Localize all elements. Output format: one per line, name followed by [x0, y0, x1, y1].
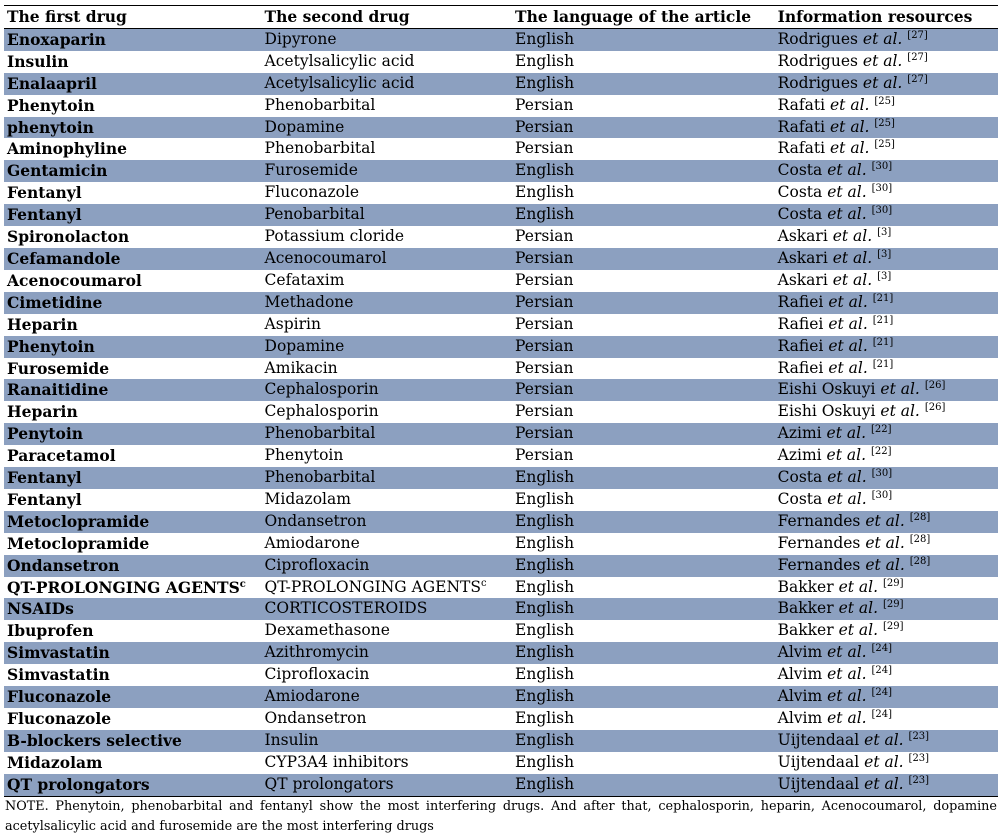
citation-ref: [30] [871, 205, 893, 217]
cell-resource [775, 511, 998, 533]
et-al: et al. [830, 95, 870, 114]
cell-resource [775, 379, 998, 401]
author-name: Fernandes [777, 533, 861, 552]
cell-first-drug: Simvastatin [7, 665, 110, 685]
author-name: Rafati [777, 139, 826, 158]
cell-second-drug: Aspirin [264, 314, 321, 333]
author-name: Eishi Oskuyi [777, 402, 876, 421]
cell-second-drug: CYP3A4 inhibitors [264, 752, 409, 771]
cell-resource [775, 314, 998, 336]
citation-ref: [24] [871, 687, 893, 699]
cell-language: Persian [515, 314, 574, 333]
cell-second-drug: Dipyrone [264, 29, 337, 48]
cell-language: English [515, 29, 575, 48]
cell-language: English [515, 665, 575, 684]
cell-first-drug: Fluconazole [7, 709, 112, 728]
cell-first-drug: Metoclopramide [7, 533, 150, 553]
table-row [4, 620, 998, 642]
cell-first-drug: Fentanyl [7, 468, 82, 488]
citation-ref: [28] [909, 555, 931, 567]
cell-language: English [515, 774, 575, 793]
author-name: Alvim [777, 665, 823, 684]
cell-second-drug: Amikacin [264, 358, 338, 377]
cell-resource [775, 445, 998, 467]
cell-second-drug: Furosemide [264, 161, 358, 180]
cell-first-drug: B-blockers selective [7, 730, 182, 750]
cell-language: English [515, 51, 575, 70]
cell-first-drug: Simvastatin [7, 643, 110, 663]
et-al: et al. [832, 227, 873, 246]
et-al: et al. [865, 511, 905, 530]
cell-language: English [515, 468, 575, 487]
table-row [4, 248, 998, 270]
cell-language: English [515, 643, 575, 662]
cell-resource [775, 642, 998, 664]
cell-language: English [515, 621, 575, 640]
table-row [4, 467, 998, 489]
et-al: et al. [827, 687, 867, 706]
citation-ref: [25] [874, 117, 895, 129]
col-header-resources: Information resources [777, 7, 973, 26]
table-row [4, 686, 998, 708]
cell-first-drug: Paracetamol [7, 446, 116, 466]
cell-second-drug: Potassium cloride [264, 227, 405, 246]
author-name: Askari [777, 248, 828, 267]
table-row [4, 204, 998, 226]
author-name: Bakker [777, 621, 834, 640]
citation-ref: [22] [870, 446, 892, 458]
cell-language: English [515, 730, 575, 749]
et-al: et al. [826, 446, 867, 465]
citation-ref: [26] [924, 402, 946, 414]
table-row [4, 752, 998, 774]
citation-ref: [24] [871, 665, 893, 677]
et-al: et al. [830, 139, 870, 158]
table-row [4, 489, 998, 511]
author-name: Uijtendaal [777, 752, 860, 771]
et-al: et al. [828, 358, 868, 377]
cell-resource [775, 598, 998, 620]
cell-resource [775, 401, 998, 423]
author-name: Azimi [777, 446, 822, 465]
author-name: Fernandes [777, 511, 861, 530]
et-al: et al. [832, 270, 873, 289]
cell-first-drug: Metoclopramide [7, 511, 150, 531]
citation-ref: [3] [877, 227, 892, 239]
cell-first-drug: Fentanyl [7, 489, 82, 509]
cell-language: English [515, 555, 575, 574]
citation-ref: [30] [871, 468, 893, 480]
cell-language: English [515, 183, 575, 202]
drug-interaction-table [4, 5, 998, 797]
cell-first-drug: Ibuprofen [7, 621, 94, 641]
table-row [4, 336, 998, 358]
footnote-marker: c [239, 578, 246, 590]
cell-resource [775, 204, 998, 226]
cell-resource [775, 686, 998, 708]
cell-second-drug: Cephalosporin [264, 380, 379, 399]
cell-resource [775, 774, 998, 796]
et-al: et al. [827, 665, 867, 684]
citation-ref: [30] [871, 183, 893, 195]
cell-resource [775, 467, 998, 489]
author-name: Costa [777, 183, 823, 202]
table-row [4, 708, 998, 730]
table-row [4, 138, 998, 160]
table-row [4, 73, 998, 95]
et-al: et al. [862, 29, 903, 48]
citation-ref: [29] [882, 577, 904, 589]
author-name: Uijtendaal [777, 774, 860, 793]
citation-ref: [23] [908, 730, 930, 742]
table-row [4, 598, 998, 620]
cell-language: English [515, 599, 575, 618]
et-al: et al. [827, 183, 867, 202]
cell-language: Persian [515, 380, 574, 399]
author-name: Eishi Oskuyi [777, 380, 876, 399]
citation-ref: [28] [909, 511, 931, 523]
cell-second-drug: Ciprofloxacin [264, 555, 370, 574]
cell-second-drug: Penobarbital [264, 205, 365, 224]
et-al: et al. [862, 51, 903, 70]
table-row [4, 117, 998, 139]
cell-second-drug: Ondansetron [264, 511, 367, 530]
et-al: et al. [827, 489, 867, 508]
cell-resource [775, 708, 998, 730]
cell-second-drug: QT prolongators [264, 774, 394, 793]
cell-resource [775, 95, 998, 117]
cell-first-drug: Phenytoin [7, 95, 95, 115]
cell-second-drug: Phenobarbital [264, 139, 376, 158]
citation-ref: [28] [909, 533, 931, 545]
citation-ref: [21] [872, 292, 894, 304]
cell-first-drug: Heparin [7, 314, 78, 334]
cell-language: English [515, 752, 575, 771]
table-row [4, 774, 998, 796]
table-row [4, 555, 998, 577]
table-row [4, 182, 998, 204]
citation-ref: [27] [907, 73, 928, 85]
citation-ref: [21] [872, 336, 894, 348]
cell-first-drug: Ondansetron [7, 555, 120, 575]
author-name: Costa [777, 468, 823, 487]
et-al: et al. [827, 643, 867, 662]
cell-language: English [515, 161, 575, 180]
cell-first-drug: Gentamicin [7, 161, 108, 181]
cell-language: Persian [515, 424, 574, 443]
cell-resource [775, 226, 998, 248]
cell-first-drug: Fluconazole [7, 687, 112, 707]
cell-language: English [515, 709, 575, 727]
cell-resource [775, 752, 998, 774]
cell-resource [775, 620, 998, 642]
table-header-row [4, 6, 998, 29]
cell-language: Persian [515, 292, 574, 311]
et-al: et al. [826, 424, 867, 443]
cell-second-drug: Insulin [264, 730, 319, 749]
cell-second-drug: Dopamine [264, 336, 345, 355]
cell-resource [775, 730, 998, 752]
cell-second-drug: Phenobarbital [264, 468, 376, 487]
cell-language: English [515, 73, 575, 92]
cell-first-drug: Aminophyline [7, 139, 127, 159]
col-header-language: The language of the article [515, 7, 752, 26]
author-name: Rodrigues [777, 51, 858, 70]
table-row [4, 51, 998, 73]
cell-language: English [515, 205, 575, 224]
citation-ref: [23] [908, 774, 930, 786]
cell-first-drug: Cefamandole [7, 248, 121, 268]
cell-resource [775, 533, 998, 555]
cell-resource [775, 182, 998, 204]
cell-second-drug: Amiodarone [264, 533, 360, 552]
cell-second-drug: Phenobarbital [264, 424, 376, 443]
et-al: et al. [838, 621, 879, 640]
author-name: Rodrigues [777, 73, 858, 92]
citation-ref: [24] [871, 709, 893, 720]
cell-second-drug: Acenocoumarol [264, 248, 387, 267]
author-name: Rafiei [777, 292, 824, 311]
table-row [4, 730, 998, 752]
cell-language: Persian [515, 248, 574, 267]
citation-ref: [29] [882, 621, 904, 633]
cell-language: Persian [515, 270, 574, 289]
table-row [4, 270, 998, 292]
table-body [4, 28, 998, 796]
cell-second-drug: Acetylsalicylic acid [264, 51, 415, 70]
author-name: Askari [777, 270, 828, 289]
cell-second-drug: Cefataxim [264, 270, 345, 289]
cell-resource [775, 51, 998, 73]
citation-ref: [22] [870, 424, 892, 436]
table-row [4, 95, 998, 117]
cell-first-drug: Fentanyl [7, 205, 82, 225]
author-name: Costa [777, 489, 823, 508]
cell-first-drug: phenytoin [7, 117, 94, 137]
citation-ref: [27] [907, 29, 928, 41]
cell-first-drug: Heparin [7, 402, 78, 422]
cell-first-drug: Furosemide [7, 358, 110, 378]
et-al: et al. [828, 314, 868, 333]
cell-language: English [515, 489, 575, 508]
cell-language: English [515, 511, 575, 530]
et-al: et al. [828, 292, 868, 311]
footnote-marker: c [481, 577, 487, 589]
cell-second-drug: Fluconazole [264, 183, 360, 202]
table-row [4, 664, 998, 686]
et-al: et al. [838, 599, 879, 618]
author-name: Rafati [777, 117, 826, 136]
et-al: et al. [827, 205, 867, 224]
cell-resource [775, 664, 998, 686]
author-name: Uijtendaal [777, 730, 860, 749]
et-al: et al. [864, 730, 904, 749]
cell-language: Persian [515, 446, 574, 465]
cell-resource [775, 73, 998, 95]
cell-first-drug: Enalaapril [7, 73, 97, 93]
author-name: Rafiei [777, 314, 824, 333]
et-al: et al. [828, 336, 868, 355]
author-name: Alvim [777, 687, 823, 706]
citation-ref: [29] [882, 599, 904, 611]
table-row [4, 423, 998, 445]
author-name: Alvim [777, 709, 823, 727]
citation-ref: [26] [924, 380, 946, 392]
cell-first-drug: Enoxaparin [7, 29, 106, 49]
citation-ref: [3] [877, 248, 892, 260]
et-al: et al. [838, 577, 879, 596]
et-al: et al. [827, 161, 867, 180]
cell-language: Persian [515, 358, 574, 377]
cell-second-drug: QT-PROLONGING AGENTS$^c$ [264, 577, 487, 596]
citation-ref: [24] [871, 643, 893, 655]
citation-ref: [30] [871, 489, 893, 501]
et-al: et al. [865, 533, 905, 552]
cell-resource [775, 292, 998, 314]
cell-resource [775, 28, 998, 50]
citation-ref: [3] [877, 270, 892, 282]
table-note: NOTE. Phenytoin, phenobarbital and fentanyl show the most interfering drugs. And after that, cephalosporin, heparin, Acenocoumarol, dopamine acetylsalicylic acid and furosemide are the most interfering drugs [5, 799, 997, 834]
table-row [4, 358, 998, 380]
cell-resource [775, 138, 998, 160]
et-al: et al. [864, 774, 904, 793]
citation-ref: [21] [872, 358, 894, 370]
author-name: Costa [777, 205, 823, 224]
cell-language: Persian [515, 117, 574, 136]
cell-first-drug: Penytoin [7, 424, 84, 444]
et-al: et al. [880, 380, 920, 399]
citation-ref: [25] [874, 139, 895, 151]
cell-first-drug: Insulin [7, 51, 69, 71]
author-name: Bakker [777, 599, 834, 618]
cell-language: Persian [515, 95, 574, 114]
author-name: Fernandes [777, 555, 861, 574]
cell-second-drug: Acetylsalicylic acid [264, 73, 415, 92]
cell-first-drug: Acenocoumarol [7, 270, 142, 290]
cell-first-drug: NSAIDs [7, 599, 74, 619]
cell-first-drug: QT prolongators [7, 774, 150, 794]
cell-language: Persian [515, 139, 574, 158]
et-al: et al. [830, 117, 870, 136]
author-name: Azimi [777, 424, 822, 443]
cell-first-drug: Ranaitidine [7, 380, 109, 400]
table-row [4, 511, 998, 533]
cell-language: English [515, 577, 575, 596]
cell-resource [775, 555, 998, 577]
cell-second-drug: Amiodarone [264, 687, 360, 706]
table-row [4, 577, 998, 599]
et-al: et al. [865, 555, 905, 574]
cell-first-drug: Spironolacton [7, 227, 130, 247]
cell-second-drug: CORTICOSTEROIDS [264, 599, 428, 618]
table-row [4, 533, 998, 555]
cell-resource [775, 270, 998, 292]
cell-second-drug: Midazolam [264, 489, 351, 508]
citation-ref: [23] [908, 752, 930, 764]
et-al: et al. [827, 468, 867, 487]
cell-resource [775, 160, 998, 182]
cell-language: Persian [515, 227, 574, 246]
table-row [4, 642, 998, 664]
table-row [4, 401, 998, 423]
table-row [4, 314, 998, 336]
cell-second-drug: Phenytoin [264, 446, 344, 465]
et-al: et al. [880, 402, 920, 421]
cell-second-drug: Dopamine [264, 117, 345, 136]
author-name: Bakker [777, 577, 834, 596]
cell-resource [775, 423, 998, 445]
cell-language: English [515, 687, 575, 706]
cell-second-drug: Phenobarbital [264, 95, 376, 114]
cell-second-drug: Dexamethasone [264, 621, 390, 640]
table-row [4, 379, 998, 401]
cell-language: Persian [515, 336, 574, 355]
author-name: Rafiei [777, 336, 824, 355]
cell-second-drug: Azithromycin [264, 643, 369, 662]
col-header-first-drug: The first drug [7, 7, 127, 26]
author-name: Costa [777, 161, 823, 180]
cell-first-drug: Cimetidine [7, 292, 103, 312]
citation-ref: [25] [874, 95, 895, 107]
citation-ref: [27] [907, 51, 928, 63]
cell-language: Persian [515, 402, 574, 421]
cell-resource [775, 577, 998, 599]
cell-second-drug: Ondansetron [264, 709, 367, 727]
et-al: et al. [864, 752, 904, 771]
table-row [4, 28, 998, 50]
citation-ref: [21] [872, 314, 894, 326]
cell-resource [775, 489, 998, 511]
cell-resource [775, 248, 998, 270]
cell-first-drug: Phenytoin [7, 336, 95, 356]
cell-second-drug: Ciprofloxacin [264, 665, 370, 684]
author-name: Rafati [777, 95, 826, 114]
author-name: Rafiei [777, 358, 824, 377]
cell-resource [775, 117, 998, 139]
cell-resource [775, 336, 998, 358]
cell-first-drug: QT-PROLONGING AGENTS$^c$ [7, 577, 246, 597]
cell-second-drug: Cephalosporin [264, 402, 379, 421]
col-header-second-drug: The second drug [264, 7, 410, 26]
cell-first-drug: Midazolam [7, 752, 103, 772]
cell-first-drug: Fentanyl [7, 183, 82, 203]
et-al: et al. [832, 248, 873, 267]
cell-language: English [515, 533, 575, 552]
author-name: Askari [777, 227, 828, 246]
table-row [4, 445, 998, 467]
et-al: et al. [827, 709, 867, 727]
et-al: et al. [862, 73, 903, 92]
table-row [4, 160, 998, 182]
author-name: Rodrigues [777, 29, 858, 48]
citation-ref: [30] [871, 161, 893, 173]
cell-second-drug: Methadone [264, 292, 354, 311]
table-row [4, 292, 998, 314]
table-row [4, 226, 998, 248]
author-name: Alvim [777, 643, 823, 662]
cell-resource [775, 358, 998, 380]
